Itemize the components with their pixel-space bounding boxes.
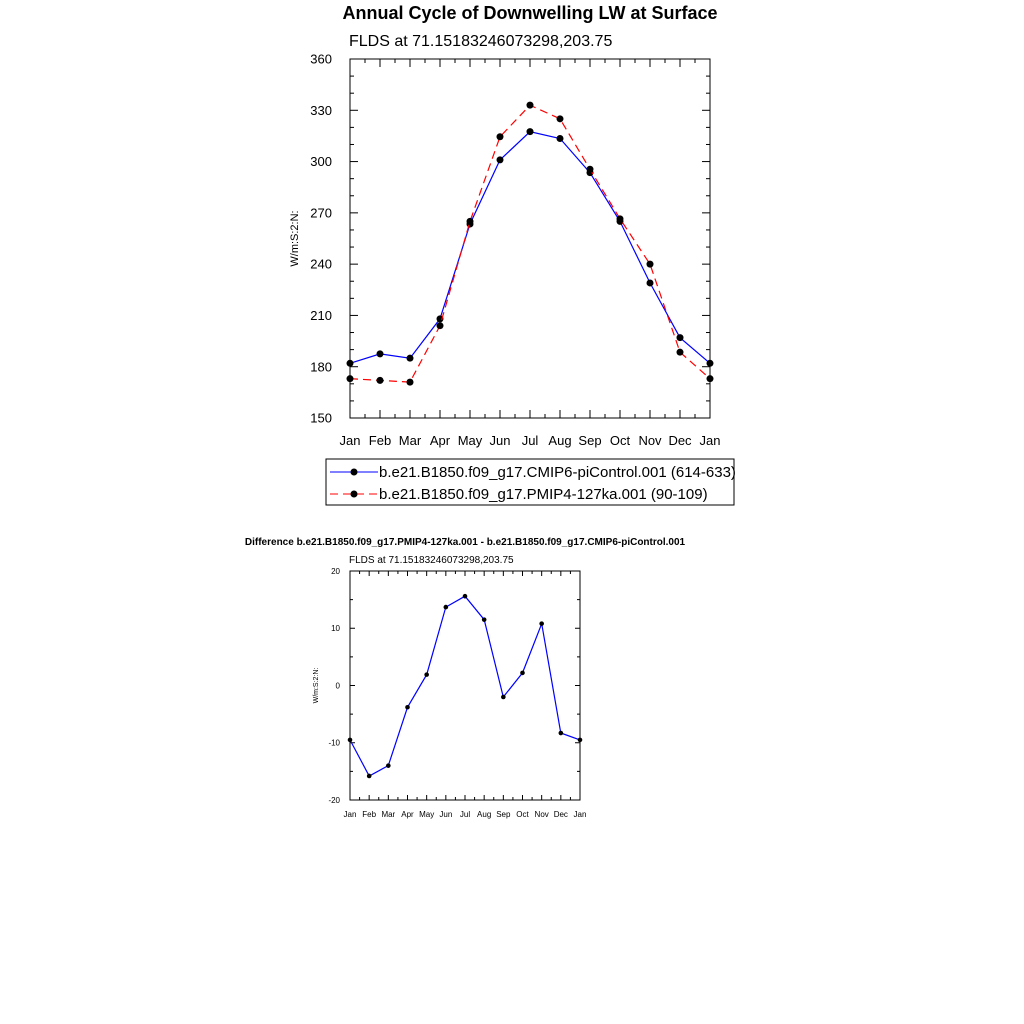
- x-tick-label: Jun: [489, 433, 511, 448]
- plot-frame: [350, 571, 580, 800]
- x-tick-label: Nov: [638, 433, 662, 448]
- data-point-s2-7: [527, 102, 534, 109]
- y-tick-label: 20: [331, 566, 340, 576]
- data-point-s1-7: [527, 128, 534, 135]
- x-tick-label: Jan: [339, 433, 361, 448]
- data-point-s1-12: [559, 731, 564, 736]
- data-point-s1-1: [348, 738, 353, 743]
- x-tick-label: Jan: [343, 810, 357, 819]
- data-point-s1-2: [367, 774, 372, 779]
- data-point-s2-2: [377, 377, 384, 384]
- annual-cycle-chart: [289, 3, 736, 505]
- data-point-s1-10: [520, 671, 525, 676]
- x-tick-label: Mar: [398, 433, 422, 448]
- x-tick-label: Jan: [699, 433, 721, 448]
- data-point-s1-13: [578, 738, 583, 743]
- data-point-s2-12: [677, 349, 684, 356]
- y-tick-label: 180: [310, 359, 332, 375]
- x-tick-label: Jan: [573, 810, 587, 819]
- x-tick-label: Apr: [401, 810, 414, 819]
- x-tick-label: Oct: [609, 433, 631, 448]
- data-point-s2-8: [557, 115, 564, 122]
- data-point-s1-8: [557, 135, 564, 142]
- data-point-s1-6: [497, 156, 504, 163]
- legend-marker-1: [351, 469, 358, 476]
- data-point-s1-3: [407, 355, 414, 362]
- y-tick-label: -10: [328, 738, 340, 748]
- y-tick-label: 150: [310, 410, 332, 426]
- x-tick-label: May: [419, 810, 435, 819]
- plot-frame: [350, 59, 710, 418]
- data-point-s2-10: [617, 215, 624, 222]
- data-point-s2-11: [647, 261, 654, 268]
- y-tick-label: 330: [310, 102, 332, 118]
- chart-title: Annual Cycle of Downwelling LW at Surface: [342, 3, 718, 23]
- y-axis-label: W/m:S:2:N:: [313, 667, 320, 704]
- data-point-s2-9: [587, 166, 594, 173]
- data-point-s2-5: [467, 218, 474, 225]
- y-tick-label: 240: [310, 256, 332, 272]
- data-point-s1-11: [647, 279, 654, 286]
- chart-title: Difference b.e21.B1850.f09_g17.PMIP4-127ka.001 - b.e21.B1850.f09_g17.CMIP6-piControl.001: [244, 537, 686, 548]
- x-tick-label: Oct: [516, 810, 529, 819]
- x-tick-label: Apr: [429, 433, 451, 448]
- y-tick-label: 10: [331, 624, 340, 634]
- series-line-1: [350, 132, 710, 364]
- data-point-s2-1: [347, 375, 354, 382]
- x-tick-label: Jun: [439, 810, 453, 819]
- difference-chart: [245, 537, 686, 819]
- y-tick-label: 0: [335, 681, 340, 691]
- x-tick-label: Sep: [496, 810, 511, 819]
- x-tick-label: Mar: [381, 810, 396, 819]
- legend-label-2: b.e21.B1850.f09_g17.PMIP4-127ka.001 (90-109): [379, 486, 708, 503]
- data-point-s1-4: [405, 705, 410, 710]
- series-line-2: [350, 105, 710, 382]
- x-tick-label: Sep: [578, 433, 602, 448]
- data-point-s2-13: [707, 375, 714, 382]
- data-point-s1-5: [424, 672, 429, 677]
- x-tick-label: Aug: [548, 433, 572, 448]
- x-tick-label: Jul: [521, 433, 539, 448]
- data-point-s1-2: [377, 350, 384, 357]
- y-tick-label: 360: [310, 51, 332, 67]
- data-point-s1-9: [501, 695, 506, 700]
- y-tick-label: -20: [328, 795, 340, 805]
- data-point-s1-12: [677, 334, 684, 341]
- data-point-s1-11: [539, 621, 544, 626]
- chart-subtitle: FLDS at 71.15183246073298,203.75: [349, 555, 514, 566]
- data-point-s1-8: [482, 617, 487, 622]
- y-tick-label: 300: [310, 154, 332, 170]
- data-point-s1-1: [347, 360, 354, 367]
- y-tick-label: 270: [310, 205, 332, 221]
- legend-marker-2: [351, 491, 358, 498]
- y-tick-label: 210: [310, 307, 332, 323]
- data-point-s2-3: [407, 379, 414, 386]
- data-point-s1-7: [463, 594, 468, 599]
- x-tick-label: Dec: [553, 810, 568, 819]
- chart-subtitle: FLDS at 71.15183246073298,203.75: [349, 33, 613, 50]
- x-tick-label: Feb: [362, 810, 377, 819]
- data-point-s2-4: [437, 322, 444, 329]
- x-tick-label: Dec: [668, 433, 692, 448]
- series-line-1: [350, 596, 580, 776]
- data-point-s2-6: [497, 133, 504, 140]
- data-point-s1-13: [707, 360, 714, 367]
- x-tick-label: Aug: [477, 810, 492, 819]
- x-tick-label: Jul: [459, 810, 471, 819]
- x-tick-label: Nov: [534, 810, 549, 819]
- x-tick-label: Feb: [368, 433, 392, 448]
- y-axis-label: W/m:S:2:N:: [289, 210, 301, 267]
- x-tick-label: May: [457, 433, 483, 448]
- data-point-s1-3: [386, 763, 391, 768]
- legend-label-1: b.e21.B1850.f09_g17.CMIP6-piControl.001 (614-633): [379, 464, 736, 481]
- data-point-s1-6: [444, 605, 449, 610]
